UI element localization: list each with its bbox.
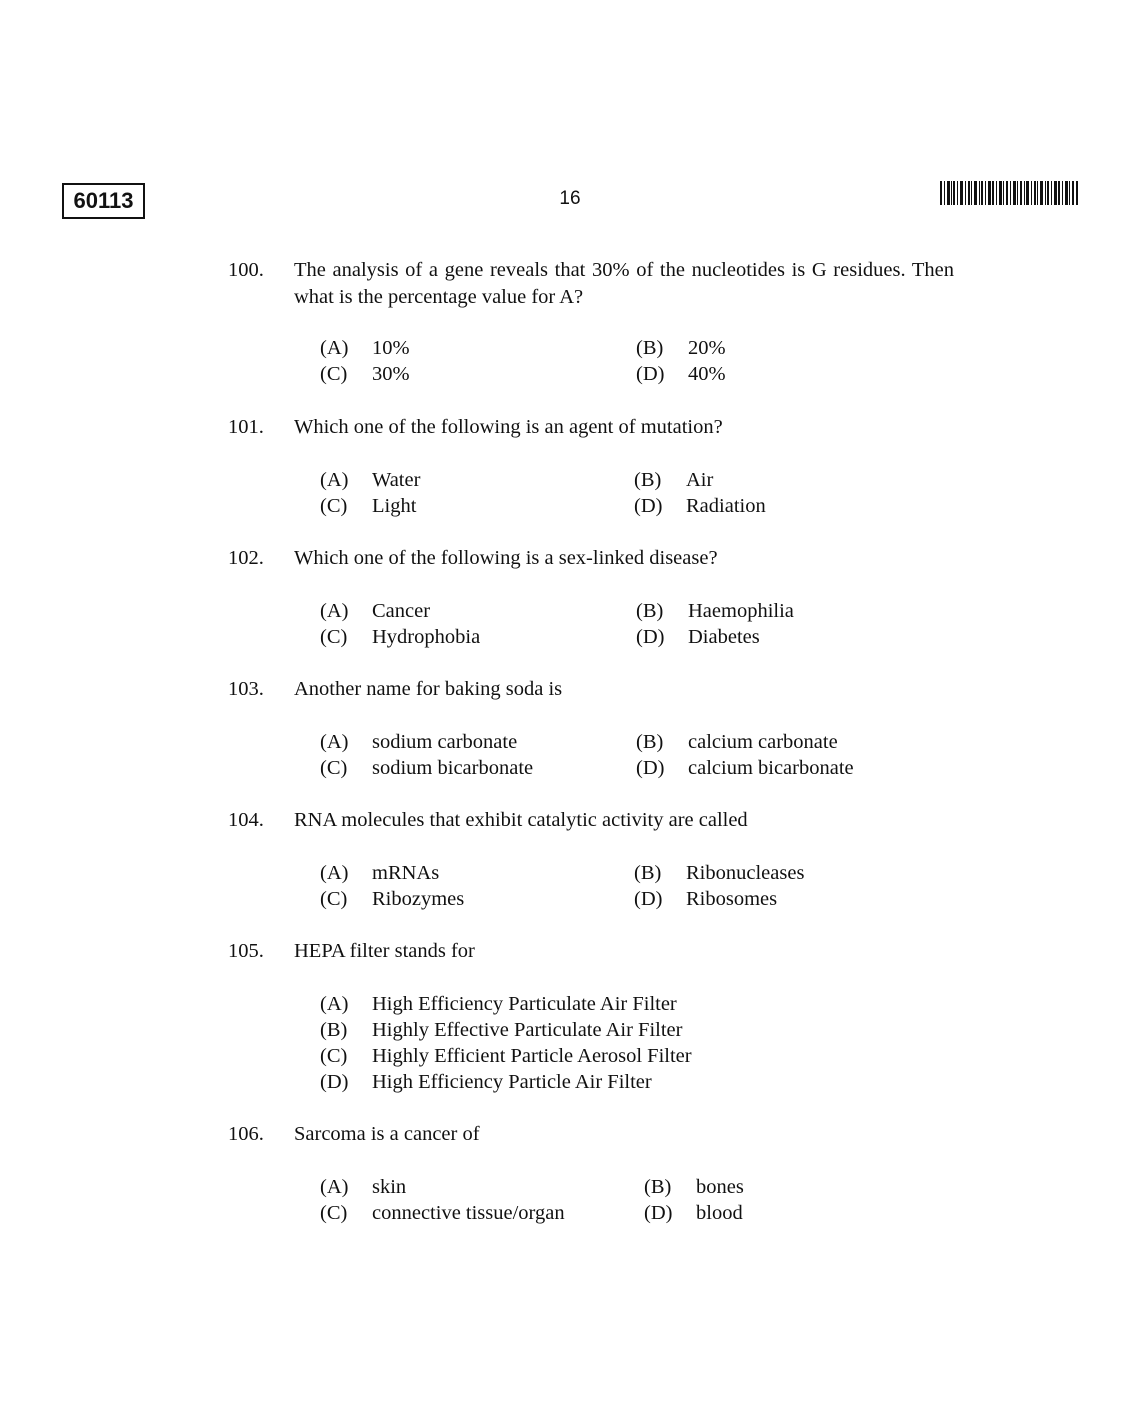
option-c: (C) Ribozymes	[320, 888, 465, 910]
question-text: Another name for baking soda is	[294, 678, 563, 700]
option-c: (C) connective tissue/organ	[320, 1202, 565, 1224]
question-number: 102.	[228, 547, 264, 569]
question-text: HEPA filter stands for	[294, 940, 475, 962]
question-number: 104.	[228, 809, 264, 831]
option-d: (D) Radiation	[634, 495, 766, 517]
question-text: RNA molecules that exhibit catalytic activity are called	[294, 809, 748, 831]
question-number: 105.	[228, 940, 264, 962]
question-text: Which one of the following is an agent of mutation?	[294, 416, 723, 438]
option-a: (A) Cancer	[320, 600, 431, 622]
option-b: (B) 20%	[636, 337, 726, 359]
option-b: (B) Highly Effective Particulate Air Filter	[320, 1019, 683, 1041]
option-c: (C) Light	[320, 495, 417, 517]
option-d: (D) blood	[644, 1202, 743, 1224]
option-b: (B) Air	[634, 469, 714, 491]
option-b: (B) calcium carbonate	[636, 731, 838, 753]
option-c: (C) sodium bicarbonate	[320, 757, 534, 779]
option-a: (A) High Efficiency Particulate Air Filter	[320, 993, 677, 1015]
page-number: 16	[559, 188, 581, 209]
option-c: (C) 30%	[320, 363, 410, 385]
question-number: 103.	[228, 678, 264, 700]
question-number: 100.	[228, 259, 264, 281]
option-c: (C) Highly Efficient Particle Aerosol Filter	[320, 1045, 692, 1067]
option-d: (D) Diabetes	[636, 626, 760, 648]
question-text: The analysis of a gene reveals that 30% of the nucleotides is G residues. Then what is the percentage value for A?	[294, 259, 954, 308]
question-text: Which one of the following is a sex-linked disease?	[294, 547, 718, 569]
question-number: 106.	[228, 1123, 264, 1145]
option-b: (B) Haemophilia	[636, 600, 794, 622]
option-d: (D) 40%	[636, 363, 726, 385]
option-a: (A) mRNAs	[320, 862, 440, 884]
option-a: (A) 10%	[320, 337, 410, 359]
option-a: (A) sodium carbonate	[320, 731, 518, 753]
option-d: (D) calcium bicarbonate	[636, 757, 854, 779]
question-number: 101.	[228, 416, 264, 438]
paper-code-box: 60113	[62, 183, 145, 219]
option-d: (D) High Efficiency Particle Air Filter	[320, 1071, 652, 1093]
option-a: (A) Water	[320, 469, 421, 491]
option-a: (A) skin	[320, 1176, 407, 1198]
option-b: (B) Ribonucleases	[634, 862, 805, 884]
option-c: (C) Hydrophobia	[320, 626, 481, 648]
option-d: (D) Ribosomes	[634, 888, 778, 910]
question-text: Sarcoma is a cancer of	[294, 1123, 480, 1145]
barcode-icon	[940, 181, 1078, 205]
option-b: (B) bones	[644, 1176, 744, 1198]
